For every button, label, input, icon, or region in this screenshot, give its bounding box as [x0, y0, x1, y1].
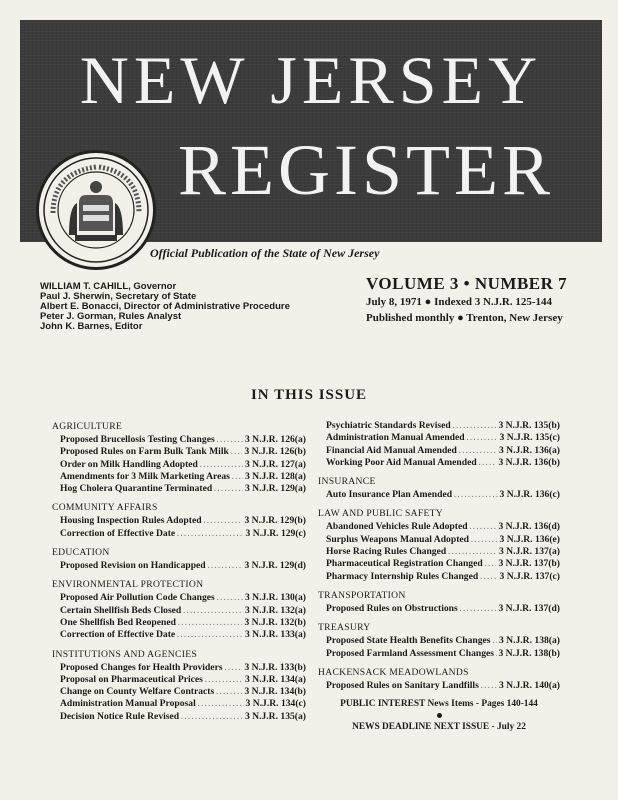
dot-leader [480, 571, 497, 583]
official-governor: WILLIAM T. CAHILL, Governor [40, 281, 177, 292]
contents-entry [52, 483, 306, 495]
dot-leader [214, 483, 243, 495]
tagline: Official Publication of the State of New Jersey [150, 246, 380, 260]
dot-leader [459, 445, 497, 457]
entry-reference: 3 N.J.R. 134(b) [244, 686, 306, 698]
entry-title: Proposed Rules on Farm Bulk Tank Milk [60, 446, 229, 458]
entry-title: Administration Manual Amended [326, 432, 465, 444]
entry-title: Horse Racing Rules Changed [326, 546, 447, 558]
dot-leader [470, 521, 497, 533]
entry-title: Proposed Rules on Sanitary Landfills [326, 679, 479, 691]
entry-title: Decision Notice Rule Revised [60, 710, 180, 722]
entry-reference: 3 N.J.R. 137(b) [498, 558, 560, 570]
section-title: INSTITUTIONS AND AGENCIES [52, 648, 198, 660]
section-title: AGRICULTURE [52, 421, 123, 432]
contents-entry [318, 534, 560, 546]
section-title: INSURANCE [318, 476, 376, 488]
dot-leader [485, 558, 497, 570]
dot-leader [448, 546, 497, 558]
dot-leader [460, 603, 497, 615]
contents-section [318, 621, 560, 660]
volume-number: VOLUME 3 • NUMBER 7 [366, 274, 568, 293]
entry-title: Abandoned Vehicles Rule Adopted [326, 521, 468, 533]
entry-reference: 3 N.J.R. 136(c) [499, 489, 560, 501]
entry-title: Proposed Brucellosis Testing Changes [60, 434, 215, 445]
officials-list [40, 282, 290, 332]
entry-title: Proposed Changes for Health Providers [60, 661, 223, 673]
entry-title: One Shellfish Bed Reopened [60, 616, 176, 628]
entry-title: Proposed Farmland Assessment Changes [326, 647, 494, 659]
section-title: HACKENSACK MEADOWLANDS [318, 666, 469, 678]
section-title: TRANSPORTATION [318, 589, 406, 601]
contents-section [318, 666, 560, 692]
dot-leader [481, 680, 497, 692]
contents-entry [52, 711, 306, 723]
entry-reference: 3 N.J.R. 134(a) [244, 673, 306, 685]
entry-title: Certain Shellfish Beds Closed [60, 604, 182, 616]
contents-entry [52, 605, 306, 617]
state-seal-icon [36, 150, 156, 270]
entry-reference: 3 N.J.R. 137(d) [498, 602, 560, 614]
entry-reference: 3 N.J.R. 140(a) [498, 679, 560, 691]
contents-entry [52, 629, 306, 641]
dot-leader [217, 592, 243, 604]
entry-title: Change on County Welfare Contracts [60, 686, 215, 698]
dot-leader [454, 489, 497, 501]
dot-leader [453, 420, 497, 432]
entry-reference: 3 N.J.R. 130(a) [244, 592, 306, 604]
entry-title: Order on Milk Handling Adopted [60, 458, 198, 470]
entry-reference: 3 N.J.R. 136(d) [498, 521, 560, 533]
contents-left-column [52, 420, 306, 729]
dot-leader [467, 432, 498, 444]
entry-reference: 3 N.J.R. 129(a) [244, 483, 306, 495]
official-editor: John K. Barnes, Editor [40, 321, 143, 332]
contents-entry [52, 515, 306, 527]
entry-title: Pharmacy Internship Rules Changed [326, 570, 479, 582]
entry-title: Proposal on Pharmaceutical Prices [60, 673, 203, 685]
entry-title: Proposed Air Pollution Code Changes [60, 592, 215, 604]
dot-leader [200, 459, 243, 471]
contents-section [52, 578, 306, 641]
contents-entry [318, 521, 560, 533]
contents-right-column [318, 420, 560, 733]
contents-section [318, 589, 560, 615]
dot-leader [232, 471, 243, 483]
entry-reference: 3 N.J.R. 135(a) [244, 710, 306, 722]
contents-entry [318, 571, 560, 583]
entry-title: Working Poor Aid Manual Amended [326, 456, 477, 468]
contents-entry [52, 434, 306, 446]
contents-section [318, 420, 560, 469]
entry-title: Psychiatric Standards Revised [326, 420, 451, 431]
entry-title: Surplus Weapons Manual Adopted [326, 533, 469, 545]
contents-entry [318, 680, 560, 692]
entry-reference: 3 N.J.R. 129(d) [244, 560, 306, 572]
entry-title: Hog Cholera Quarantine Terminated [60, 483, 213, 495]
bullet-separator [437, 713, 442, 718]
contents-entry [318, 546, 560, 558]
public-interest-notice: PUBLIC INTEREST News Items - Pages 140-144 [340, 699, 538, 710]
entry-reference: 3 N.J.R. 129(c) [245, 527, 306, 539]
entry-reference: 3 N.J.R. 128(a) [244, 470, 306, 482]
contents-entry [318, 648, 560, 660]
dot-leader [183, 605, 243, 617]
contents-entry [52, 698, 306, 710]
entry-reference: 3 N.J.R. 136(a) [498, 444, 560, 456]
dot-leader [177, 528, 243, 540]
entry-title: Proposed Rules on Obstructions [326, 602, 458, 614]
entry-reference: 3 N.J.R. 133(a) [244, 629, 306, 641]
contents-entry [318, 558, 560, 570]
dot-leader [205, 674, 243, 686]
contents-entry [52, 560, 306, 572]
entry-reference: 3 N.J.R. 132(b) [244, 616, 306, 628]
official-director: Albert E. Bonacci, Director of Administrative Procedure [40, 301, 290, 312]
official-analyst: Peter J. Gorman, Rules Analyst [40, 311, 182, 322]
contents-entry [318, 489, 560, 501]
section-title: COMMUNITY AFFAIRS [52, 502, 158, 514]
entry-reference: 3 N.J.R. 127(a) [244, 458, 306, 470]
dot-leader [208, 560, 243, 572]
section-title: LAW AND PUBLIC SAFETY [318, 508, 444, 520]
contents-section [52, 648, 306, 723]
section-title: ENVIRONMENTAL PROTECTION [52, 579, 204, 591]
entry-reference: 3 N.J.R. 134(c) [245, 698, 306, 710]
news-deadline-notice: NEWS DEADLINE NEXT ISSUE - July 22 [352, 722, 526, 733]
dot-leader [493, 635, 497, 647]
publication-info: Published monthly ● Trenton, New Jersey [366, 312, 563, 324]
entry-reference: 3 N.J.R. 136(b) [498, 456, 560, 468]
contents-section [52, 420, 306, 495]
entry-reference: 3 N.J.R. 126(b) [244, 446, 306, 458]
contents-entry [318, 457, 560, 469]
dot-leader [216, 686, 242, 698]
dot-leader [177, 629, 243, 641]
dot-leader [225, 662, 243, 674]
entry-title: Auto Insurance Plan Amended [326, 489, 453, 501]
entry-title: Correction of Effective Date [60, 527, 176, 539]
entry-reference: 3 N.J.R. 136(e) [499, 533, 560, 545]
entry-reference: 3 N.J.R. 129(b) [244, 515, 306, 527]
contents-entry [52, 662, 306, 674]
masthead-title-line1: NEW JERSEY [79, 42, 543, 118]
contents-entry [318, 635, 560, 647]
entry-reference: 3 N.J.R. 137(a) [498, 546, 560, 558]
contents-section [52, 501, 306, 540]
dot-leader [178, 617, 242, 629]
contents-entry [318, 420, 560, 432]
official-secretary: Paul J. Sherwin, Secretary of State [40, 291, 197, 302]
issue-date: July 8, 1971 ● Indexed 3 N.J.R. 125-144 [366, 296, 553, 308]
entry-title: Pharmaceutical Registration Changed [326, 558, 483, 570]
entry-title: Financial Aid Manual Amended [326, 444, 457, 456]
masthead-title-line2: REGISTER [178, 130, 555, 210]
entry-reference: 3 N.J.R. 138(a) [498, 635, 560, 647]
contents-entry [52, 686, 306, 698]
entry-reference: 3 N.J.R. 135(b) [498, 420, 560, 431]
entry-title: Proposed State Health Benefits Changes [326, 635, 491, 647]
dot-leader [231, 446, 243, 458]
dot-leader [479, 457, 497, 469]
entry-title: Administration Manual Proposal [60, 698, 196, 710]
in-this-issue-heading: IN THIS ISSUE [250, 387, 368, 403]
contents-entry [318, 445, 560, 457]
entry-reference: 3 N.J.R. 138(b) [498, 647, 560, 659]
dot-leader [181, 711, 243, 723]
contents-entry [52, 592, 306, 604]
entry-reference: 3 N.J.R. 132(a) [244, 604, 306, 616]
contents-entry [318, 603, 560, 615]
entry-title: Housing Inspection Rules Adopted [60, 515, 202, 527]
entry-reference: 3 N.J.R. 137(c) [499, 570, 560, 582]
entry-title: Correction of Effective Date [60, 629, 176, 641]
contents-entry [318, 432, 560, 444]
contents-entry [52, 471, 306, 483]
contents-section [52, 546, 306, 572]
entry-reference: 3 N.J.R. 135(c) [499, 432, 560, 444]
contents-entry [52, 617, 306, 629]
dot-leader [204, 515, 243, 527]
dot-leader [471, 534, 498, 546]
entry-title: Amendments for 3 Milk Marketing Areas [60, 470, 230, 482]
section-title: EDUCATION [52, 547, 110, 559]
contents-entry [52, 459, 306, 471]
contents-section [318, 475, 560, 501]
entry-title: Proposed Revision on Handicapped [60, 560, 206, 572]
contents-entry [52, 674, 306, 686]
contents-entry [52, 446, 306, 458]
contents-entry [52, 528, 306, 540]
entry-reference: 3 N.J.R. 126(a) [244, 434, 306, 445]
contents-section [318, 507, 560, 582]
entry-reference: 3 N.J.R. 133(b) [244, 661, 306, 673]
section-title: TREASURY [318, 622, 371, 634]
dot-leader [217, 434, 243, 446]
dot-leader [198, 698, 244, 710]
